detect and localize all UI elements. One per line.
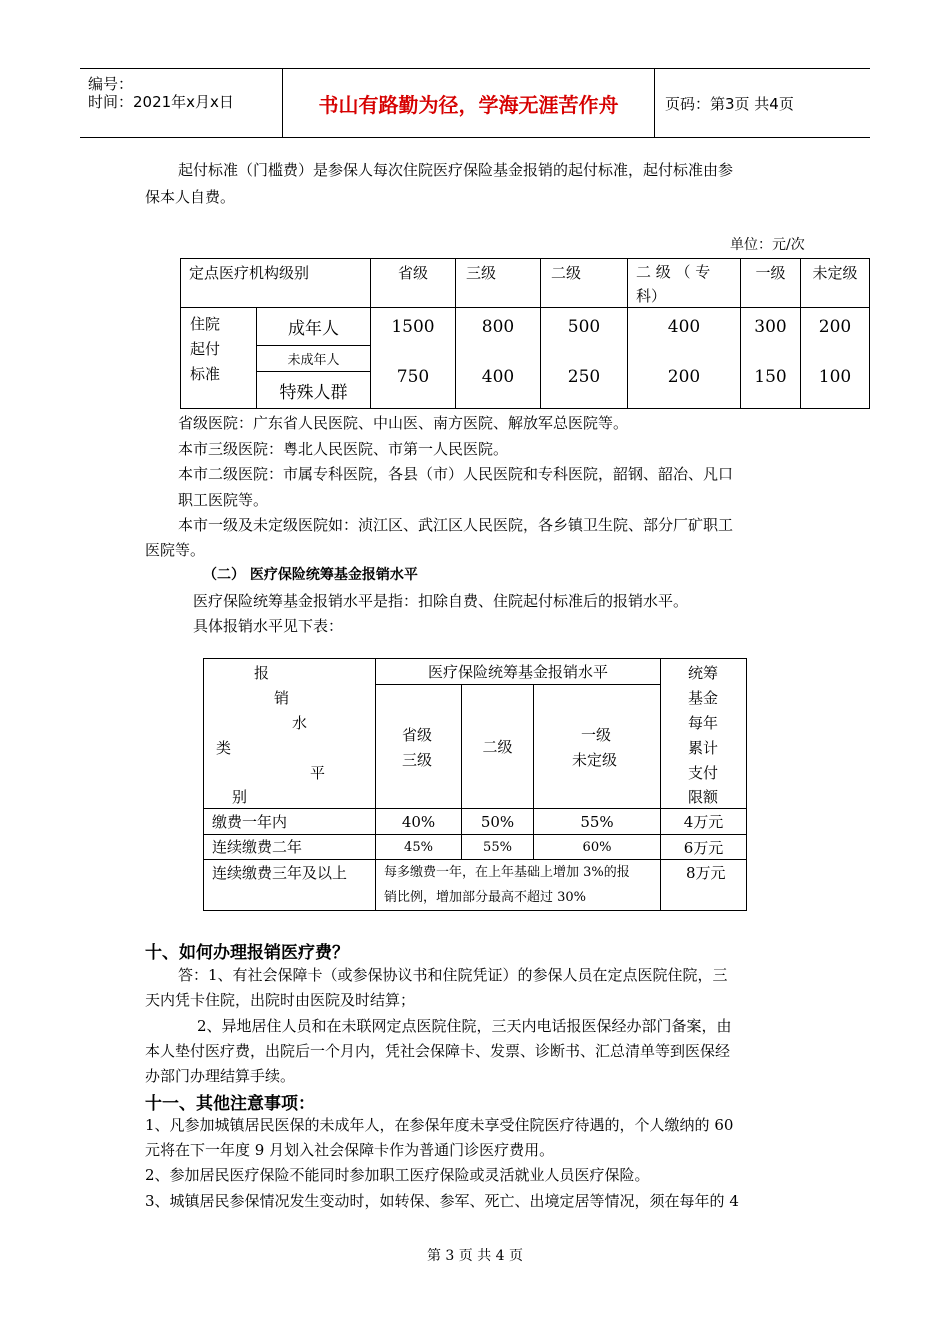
intro-line-2: 保本人自费。 (145, 188, 236, 206)
t1-head-level: 定点医疗机构级别 (189, 264, 310, 282)
t1-head-provincial: 省级 (397, 264, 428, 282)
section11-i3: 3、城镇居民参保情况发生变动时，如转保、参军、死亡、出境定居等情况，须在每年的 4 (145, 1192, 739, 1210)
t2-row2-limit: 6万元 (683, 838, 724, 857)
section10-a1b: 天内凭卡住院，出院时由医院及时结算； (145, 991, 416, 1009)
t2-col3-b: 未定级 (572, 751, 618, 769)
t2-diag-1: 报 (254, 664, 270, 682)
t2-limit-3: 每年 (688, 714, 719, 732)
section2-p2: 具体报销水平见下表： (193, 617, 344, 635)
t1-adult-provincial: 1500 (391, 316, 435, 337)
t1-other-tier3: 400 (481, 367, 515, 387)
t2-row2-v3: 60% (582, 839, 612, 855)
section11-title: 十一、其他注意事项： (145, 1094, 315, 1114)
t1-special-label: 特殊人群 (279, 382, 348, 403)
t2-row2-v1: 45% (404, 839, 433, 855)
t1-head-tier2-special-a: 二 级 （ 专 (636, 263, 711, 281)
section11-i1a: 1、凡参加城镇居民医保的未成年人，在参保年度未享受住院医疗待遇的，个人缴纳的 60 (145, 1116, 734, 1134)
section10-a2a: 2、异地居住人员和在未联网定点医院住院，三天内电话报医保经办部门备案，由 (197, 1017, 732, 1035)
t2-limit-5: 支付 (688, 764, 719, 782)
t1-minor-label: 未成年人 (287, 353, 340, 368)
t2-limit-4: 累计 (688, 739, 719, 757)
t2-row1-v2: 50% (480, 812, 515, 831)
t2-diag-2: 销 (274, 689, 290, 707)
section11-i1b: 元将在下一年度 9 月划入社会保障卡作为普通门诊医疗费用。 (145, 1141, 555, 1159)
time-label: 时间：2021年x月x日 (88, 93, 234, 111)
t2-diag-4: 类 (216, 739, 232, 757)
t1-adult-tier3: 800 (481, 316, 515, 337)
section10-title: 十、如何办理报销医疗费？ (145, 943, 349, 963)
note-tier2-b: 职工医院等。 (178, 491, 269, 509)
section2-title: （二） 医疗保险统筹基金报销水平 (203, 567, 418, 583)
t2-row3-label: 连续缴费三年及以上 (212, 864, 348, 882)
note-tier2-a: 本市二级医院：市属专科医院，各县（市）人民医院和专科医院，韶钢、韶冶、凡口 (178, 465, 734, 483)
t1-other-tier2: 250 (567, 367, 601, 387)
t2-col2: 二级 (482, 738, 513, 756)
t2-col1-a: 省级 (402, 726, 433, 744)
t2-row3-text-2: 销比例，增加部分最高不超过 30% (384, 890, 587, 905)
t1-other-tier1: 150 (754, 367, 787, 387)
note-tier1-b: 医院等。 (145, 541, 206, 559)
t1-adult-label: 成年人 (288, 319, 339, 339)
t2-diag-6: 别 (232, 788, 248, 806)
t1-adult-unrated: 200 (818, 316, 852, 337)
number-label: 编号： (88, 75, 134, 93)
header-meta (80, 69, 283, 137)
note-tier3: 本市三级医院：粤北人民医院、市第一人民医院。 (178, 440, 509, 458)
t2-limit-1: 统筹 (688, 664, 719, 682)
note-tier1-a: 本市一级及未定级医院如：浈江区、武江区人民医院，各乡镇卫生院、部分厂矿职工 (178, 516, 734, 534)
t2-limit-6: 限额 (688, 788, 719, 806)
section10-a2b: 本人垫付医疗费，出院后一个月内，凭社会保障卡、发票、诊断书、汇总清单等到医保经 (145, 1042, 731, 1060)
t1-head-tier2: 二级 (550, 264, 581, 282)
t2-diag-5: 平 (310, 764, 326, 782)
t2-col3-a: 一级 (581, 726, 612, 744)
t1-adult-tier1: 300 (754, 316, 787, 337)
t1-other-tier2-special: 200 (667, 367, 701, 387)
t2-row2-label: 连续缴费二年 (212, 838, 303, 856)
section10-a1a: 答：1、有社会保障卡（或参保协议书和住院凭证）的参保人员在定点医院住院，三 (178, 966, 728, 984)
section2-p1: 医疗保险统筹基金报销水平是指：扣除自费、住院起付标准后的报销水平。 (193, 592, 689, 610)
t2-row1-v3: 55% (580, 812, 614, 831)
table1-unit: 单位：元/次 (730, 237, 805, 253)
t2-row2-v2: 55% (483, 839, 512, 855)
note-provincial: 省级医院：广东省人民医院、中山医、南方医院、解放军总医院等。 (178, 414, 629, 432)
t2-row1-limit: 4万元 (683, 813, 724, 831)
header-motto: 书山有路勤为径，学海无涯苦作舟 (283, 69, 655, 137)
t2-group-head: 医疗保险统筹基金报销水平 (427, 663, 608, 681)
t1-group-label-3: 标准 (190, 365, 221, 383)
header-page-code: 页码：第3页 共4页 (665, 94, 794, 113)
t2-limit-2: 基金 (688, 689, 719, 707)
t2-row1-label: 缴费一年内 (212, 813, 288, 831)
t1-head-tier2-special-b: 科） (636, 287, 667, 305)
t1-adult-tier2-special: 400 (667, 316, 701, 337)
page-header (80, 68, 870, 138)
page-footer: 第 3 页 共 4 页 (426, 1248, 524, 1264)
t1-group-label-2: 起付 (190, 340, 221, 358)
t1-adult-tier2: 500 (567, 316, 601, 337)
t2-diag-3: 水 (292, 714, 308, 732)
t1-other-unrated: 100 (818, 367, 852, 387)
t1-head-tier1: 一级 (755, 264, 786, 282)
t1-head-tier3: 三级 (465, 264, 496, 282)
t1-other-provincial: 750 (396, 367, 430, 387)
t2-row3-limit: 8万元 (686, 864, 726, 882)
intro-line-1: 起付标准（门槛费）是参保人每次住院医疗保险基金报销的起付标准，起付标准由参 (178, 161, 734, 179)
section10-a2c: 办部门办理结算手续。 (145, 1067, 296, 1085)
t2-row1-v1: 40% (401, 812, 436, 831)
t1-head-unrated: 未定级 (812, 264, 858, 282)
t2-row3-text-1: 每多缴费一年，在上年基础上增加 3%的报 (384, 865, 630, 880)
t1-group-label-1: 住院 (190, 315, 221, 333)
section11-i2: 2、参加居民医疗保险不能同时参加职工医疗保险或灵活就业人员医疗保险。 (145, 1166, 650, 1184)
t2-col1-b: 三级 (402, 751, 433, 769)
